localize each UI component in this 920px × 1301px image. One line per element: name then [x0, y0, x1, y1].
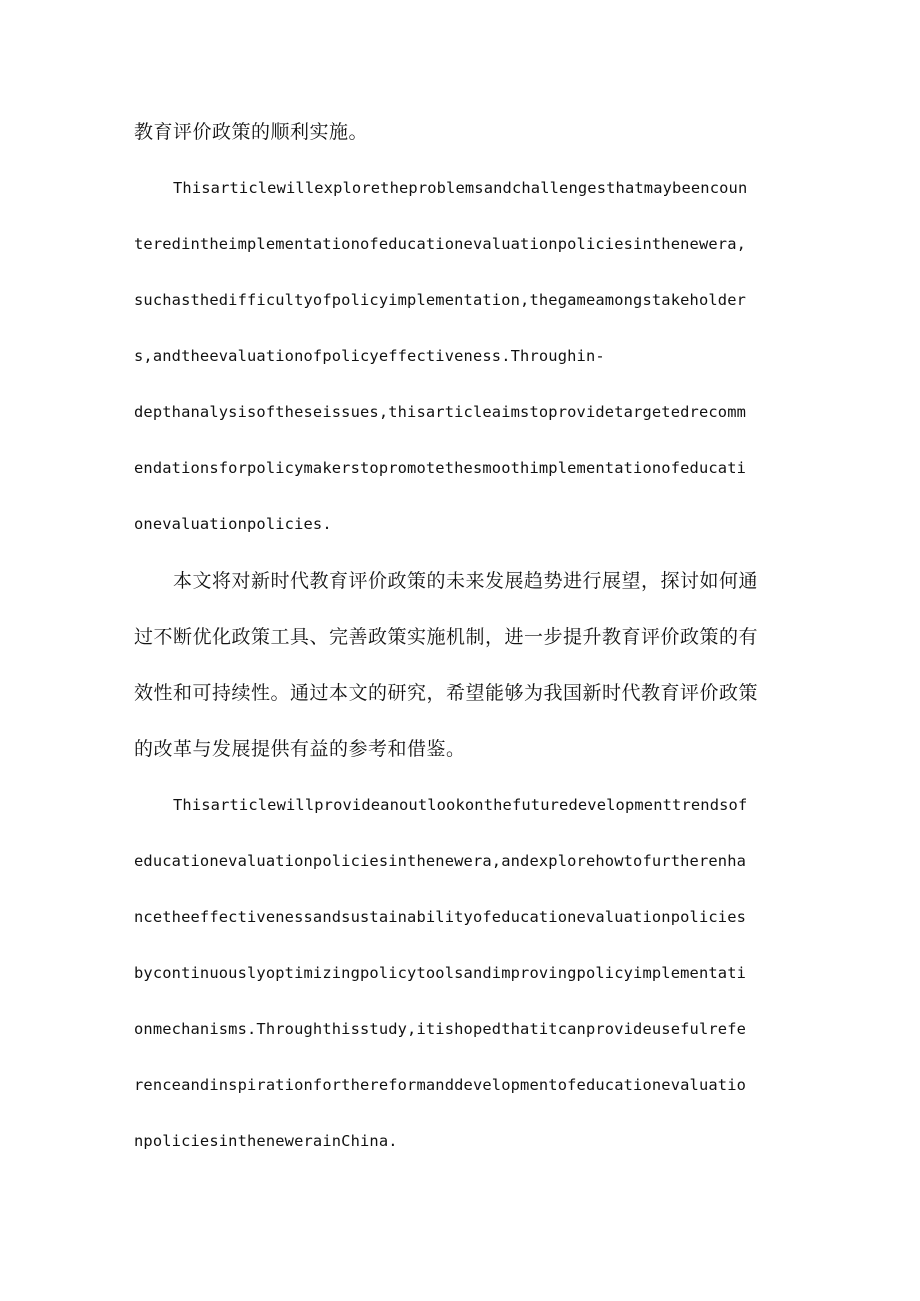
paragraph-1-line-0: Thisarticlewillexploretheproblemsandchallengesthatmaybeencoun [173, 179, 748, 197]
paragraph-2-line-1: 过不断优化政策工具、完善政策实施机制，进一步提升教育评价政策的有 [134, 626, 759, 648]
paragraph-1-line-4: depthanalysisoftheseissues,thisarticleaimstoprovidetargetedrecomm [134, 403, 747, 421]
paragraph-1-line-6: onevaluationpolicies. [134, 515, 332, 533]
paragraph-1-line-3: s,andtheevaluationofpolicyeffectiveness.Throughin- [134, 347, 605, 365]
paragraph-3-line-6: npoliciesinthenewerainChina. [134, 1132, 398, 1150]
paragraph-2-line-0: 本文将对新时代教育评价政策的未来发展趋势进行展望，探讨如何通 [173, 570, 759, 592]
paragraph-2-line-3: 的改革与发展提供有益的参考和借鉴。 [134, 738, 466, 760]
paragraph-1-line-1: teredintheimplementationofeducationevaluationpoliciesinthenewera, [134, 235, 747, 253]
paragraph-3-line-1: educationevaluationpoliciesinthenewera,andexplorehowtofurtherenha [134, 852, 747, 870]
paragraph-3-line-4: onmechanisms.Throughthisstudy,itishopedthatitcanprovideusefulrefe [134, 1020, 747, 1038]
paragraph-3-line-0: Thisarticlewillprovideanoutlookonthefuturedevelopmenttrendsof [173, 796, 748, 814]
paragraph-1-line-2: suchasthedifficultyofpolicyimplementation,thegameamongstakeholder [134, 291, 747, 309]
paragraph-3-line-2: ncetheeffectivenessandsustainabilityofeducationevaluationpolicies [134, 908, 747, 926]
paragraph-3-line-3: bycontinuouslyoptimizingpolicytoolsandimprovingpolicyimplementati [134, 964, 747, 982]
paragraph-0-line-0: 教育评价政策的顺利实施。 [134, 121, 369, 143]
paragraph-1-line-5: endationsforpolicymakerstopromotethesmoothimplementationofeducati [134, 459, 747, 477]
paragraph-2-line-2: 效性和可持续性。通过本文的研究，希望能够为我国新时代教育评价政策 [134, 682, 759, 704]
paragraph-3-line-5: renceandinspirationforthereformanddevelopmentofeducationevaluatio [134, 1076, 747, 1094]
